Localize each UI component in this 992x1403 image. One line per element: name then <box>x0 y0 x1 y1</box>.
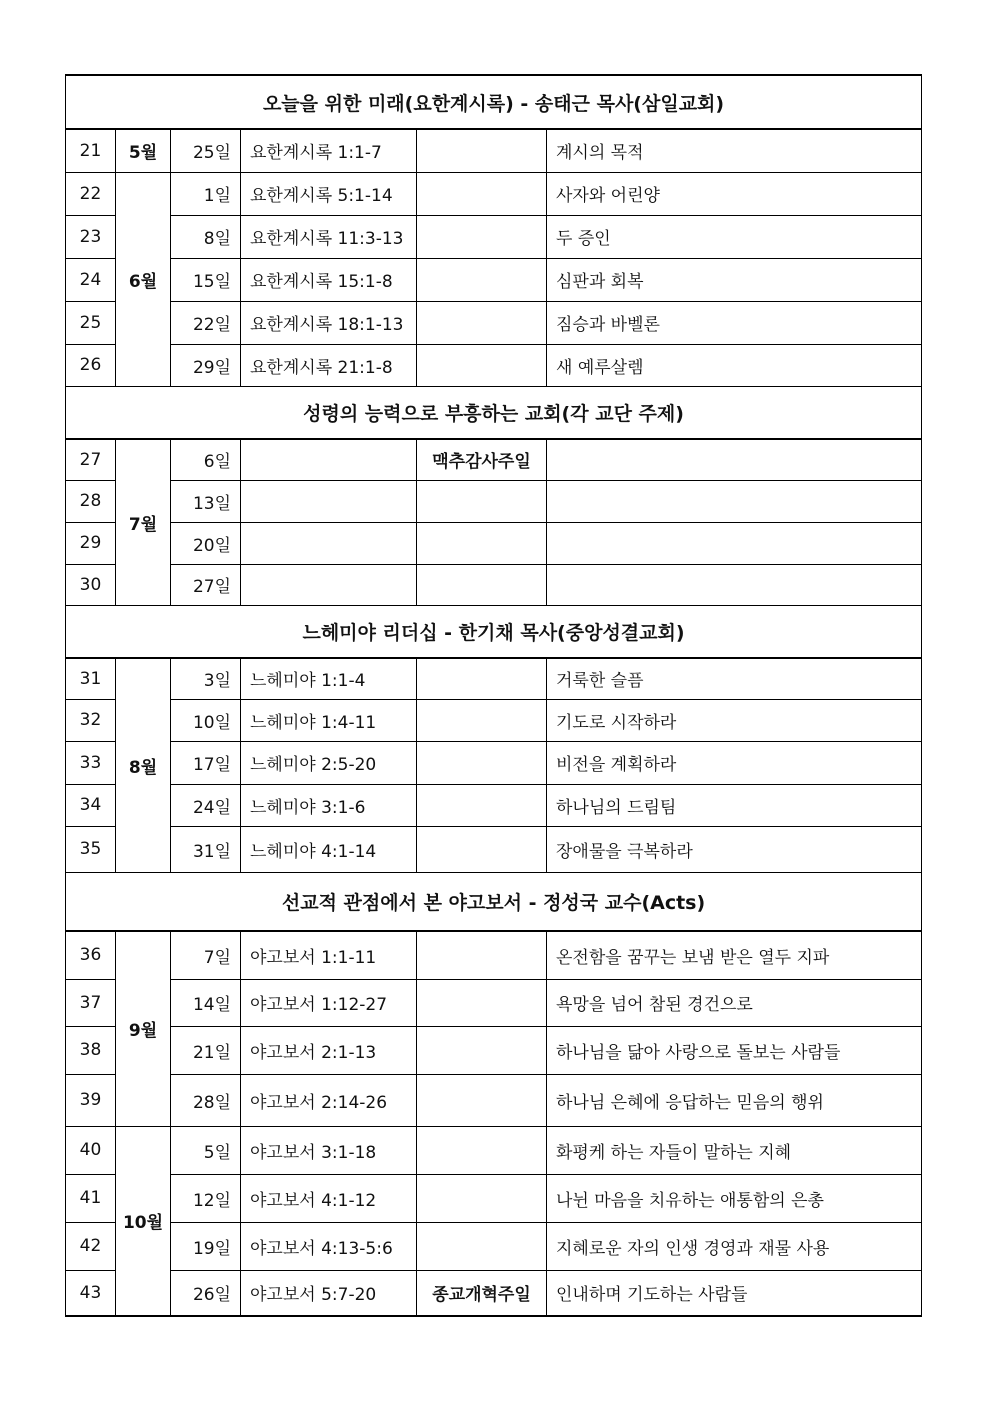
day-label: 22일 <box>171 301 241 344</box>
special-sunday: 종교개혁주일 <box>417 1270 547 1316</box>
table-row <box>66 522 922 564</box>
scripture-passage: 요한계시록 21:1-8 <box>241 344 417 386</box>
week-number: 32 <box>66 699 116 741</box>
special-sunday <box>417 1026 547 1074</box>
scripture-passage: 느헤미야 1:4-11 <box>241 699 417 741</box>
month-label: 8월 <box>116 658 171 872</box>
sermon-title: 심판과 회복 <box>547 258 922 301</box>
week-number: 38 <box>66 1026 116 1074</box>
table-row <box>66 1074 922 1126</box>
scripture-passage: 요한계시록 1:1-7 <box>241 129 417 172</box>
week-number: 30 <box>66 564 116 605</box>
week-number: 21 <box>66 129 116 172</box>
table-row <box>66 129 922 172</box>
day-label: 15일 <box>171 258 241 301</box>
month-label: 7월 <box>116 439 171 605</box>
special-sunday <box>417 480 547 522</box>
scripture-passage: 야고보서 2:1-13 <box>241 1026 417 1074</box>
sermon-title: 지혜로운 자의 인생 경영과 재물 사용 <box>547 1222 922 1270</box>
day-label: 21일 <box>171 1026 241 1074</box>
week-number: 42 <box>66 1222 116 1270</box>
table-row <box>66 439 922 480</box>
scripture-passage: 야고보서 4:1-12 <box>241 1174 417 1222</box>
day-label: 19일 <box>171 1222 241 1270</box>
week-number: 22 <box>66 172 116 215</box>
week-number: 43 <box>66 1270 116 1316</box>
section-header: 느헤미야 리더십 - 한기채 목사(중앙성결교회) <box>66 605 922 658</box>
special-sunday <box>417 931 547 979</box>
special-sunday <box>417 658 547 699</box>
scripture-passage: 야고보서 2:14-26 <box>241 1074 417 1126</box>
table-row <box>66 1026 922 1074</box>
special-sunday <box>417 564 547 605</box>
day-label: 17일 <box>171 741 241 784</box>
table-row <box>66 1270 922 1316</box>
day-label: 3일 <box>171 658 241 699</box>
sermon-title: 화평케 하는 자들이 말하는 지혜 <box>547 1126 922 1174</box>
week-number: 39 <box>66 1074 116 1126</box>
week-number: 33 <box>66 741 116 784</box>
special-sunday <box>417 741 547 784</box>
section-header: 오늘을 위한 미래(요한계시록) - 송태근 목사(삼일교회) <box>66 75 922 129</box>
special-sunday <box>417 344 547 386</box>
special-sunday <box>417 215 547 258</box>
sermon-title: 비전을 계획하라 <box>547 741 922 784</box>
week-number: 23 <box>66 215 116 258</box>
day-label: 29일 <box>171 344 241 386</box>
special-sunday: 맥추감사주일 <box>417 439 547 480</box>
month-label: 10월 <box>116 1126 171 1316</box>
day-label: 1일 <box>171 172 241 215</box>
scripture-passage: 야고보서 1:1-11 <box>241 931 417 979</box>
table-row <box>66 258 922 301</box>
sermon-title: 짐승과 바벨론 <box>547 301 922 344</box>
week-number: 31 <box>66 658 116 699</box>
scripture-passage <box>241 564 417 605</box>
special-sunday <box>417 258 547 301</box>
sermon-title: 두 증인 <box>547 215 922 258</box>
sermon-title: 계시의 목적 <box>547 129 922 172</box>
sermon-title: 하나님의 드림팀 <box>547 784 922 826</box>
scripture-passage: 야고보서 3:1-18 <box>241 1126 417 1174</box>
table-row <box>66 931 922 979</box>
scripture-passage: 요한계시록 15:1-8 <box>241 258 417 301</box>
day-label: 12일 <box>171 1174 241 1222</box>
day-label: 13일 <box>171 480 241 522</box>
scripture-passage: 느헤미야 2:5-20 <box>241 741 417 784</box>
week-number: 24 <box>66 258 116 301</box>
sermon-title: 인내하며 기도하는 사람들 <box>547 1270 922 1316</box>
section-header: 선교적 관점에서 본 야고보서 - 정성국 교수(Acts) <box>66 872 922 931</box>
day-label: 10일 <box>171 699 241 741</box>
day-label: 8일 <box>171 215 241 258</box>
table-row <box>66 699 922 741</box>
table-row <box>66 741 922 784</box>
sermon-title: 나뉜 마음을 치유하는 애통함의 은총 <box>547 1174 922 1222</box>
table-row <box>66 1222 922 1270</box>
special-sunday <box>417 826 547 872</box>
week-number: 29 <box>66 522 116 564</box>
special-sunday <box>417 1126 547 1174</box>
day-label: 26일 <box>171 1270 241 1316</box>
special-sunday <box>417 784 547 826</box>
week-number: 28 <box>66 480 116 522</box>
special-sunday <box>417 1074 547 1126</box>
special-sunday <box>417 699 547 741</box>
sermon-title: 사자와 어린양 <box>547 172 922 215</box>
table-row <box>66 301 922 344</box>
table-row <box>66 826 922 872</box>
month-label: 6월 <box>116 172 171 386</box>
sermon-title: 새 예루살렘 <box>547 344 922 386</box>
special-sunday <box>417 522 547 564</box>
day-label: 31일 <box>171 826 241 872</box>
scripture-passage: 요한계시록 18:1-13 <box>241 301 417 344</box>
week-number: 40 <box>66 1126 116 1174</box>
day-label: 25일 <box>171 129 241 172</box>
sermon-title <box>547 564 922 605</box>
day-label: 7일 <box>171 931 241 979</box>
day-label: 24일 <box>171 784 241 826</box>
scripture-passage: 요한계시록 5:1-14 <box>241 172 417 215</box>
sermon-schedule-table <box>65 74 922 1317</box>
table-row <box>66 215 922 258</box>
week-number: 37 <box>66 979 116 1026</box>
special-sunday <box>417 979 547 1026</box>
table-row <box>66 1126 922 1174</box>
scripture-passage: 느헤미야 1:1-4 <box>241 658 417 699</box>
sermon-title <box>547 522 922 564</box>
week-number: 34 <box>66 784 116 826</box>
table-row <box>66 480 922 522</box>
sermon-title: 하나님을 닮아 사랑으로 돌보는 사람들 <box>547 1026 922 1074</box>
special-sunday <box>417 1222 547 1270</box>
sermon-title: 장애물을 극복하라 <box>547 826 922 872</box>
scripture-passage: 야고보서 1:12-27 <box>241 979 417 1026</box>
scripture-passage <box>241 522 417 564</box>
special-sunday <box>417 172 547 215</box>
week-number: 35 <box>66 826 116 872</box>
special-sunday <box>417 129 547 172</box>
special-sunday <box>417 1174 547 1222</box>
sermon-title <box>547 480 922 522</box>
sermon-title: 온전함을 꿈꾸는 보냄 받은 열두 지파 <box>547 931 922 979</box>
sermon-title: 욕망을 넘어 참된 경건으로 <box>547 979 922 1026</box>
table-row <box>66 1174 922 1222</box>
table-row <box>66 344 922 386</box>
day-label: 5일 <box>171 1126 241 1174</box>
table-row <box>66 979 922 1026</box>
table-row <box>66 784 922 826</box>
table-row <box>66 564 922 605</box>
sermon-title <box>547 439 922 480</box>
week-number: 27 <box>66 439 116 480</box>
section-header: 성령의 능력으로 부흥하는 교회(각 교단 주제) <box>66 386 922 439</box>
scripture-passage: 느헤미야 3:1-6 <box>241 784 417 826</box>
month-label: 9월 <box>116 931 171 1126</box>
scripture-passage <box>241 439 417 480</box>
sermon-title: 거룩한 슬픔 <box>547 658 922 699</box>
day-label: 28일 <box>171 1074 241 1126</box>
week-number: 36 <box>66 931 116 979</box>
scripture-passage: 요한계시록 11:3-13 <box>241 215 417 258</box>
day-label: 14일 <box>171 979 241 1026</box>
table-row <box>66 172 922 215</box>
day-label: 6일 <box>171 439 241 480</box>
week-number: 25 <box>66 301 116 344</box>
scripture-passage: 야고보서 5:7-20 <box>241 1270 417 1316</box>
day-label: 20일 <box>171 522 241 564</box>
month-label: 5월 <box>116 129 171 172</box>
day-label: 27일 <box>171 564 241 605</box>
week-number: 41 <box>66 1174 116 1222</box>
scripture-passage <box>241 480 417 522</box>
week-number: 26 <box>66 344 116 386</box>
special-sunday <box>417 301 547 344</box>
scripture-passage: 야고보서 4:13-5:6 <box>241 1222 417 1270</box>
scripture-passage: 느헤미야 4:1-14 <box>241 826 417 872</box>
table-row <box>66 658 922 699</box>
sermon-title: 하나님 은혜에 응답하는 믿음의 행위 <box>547 1074 922 1126</box>
sermon-title: 기도로 시작하라 <box>547 699 922 741</box>
